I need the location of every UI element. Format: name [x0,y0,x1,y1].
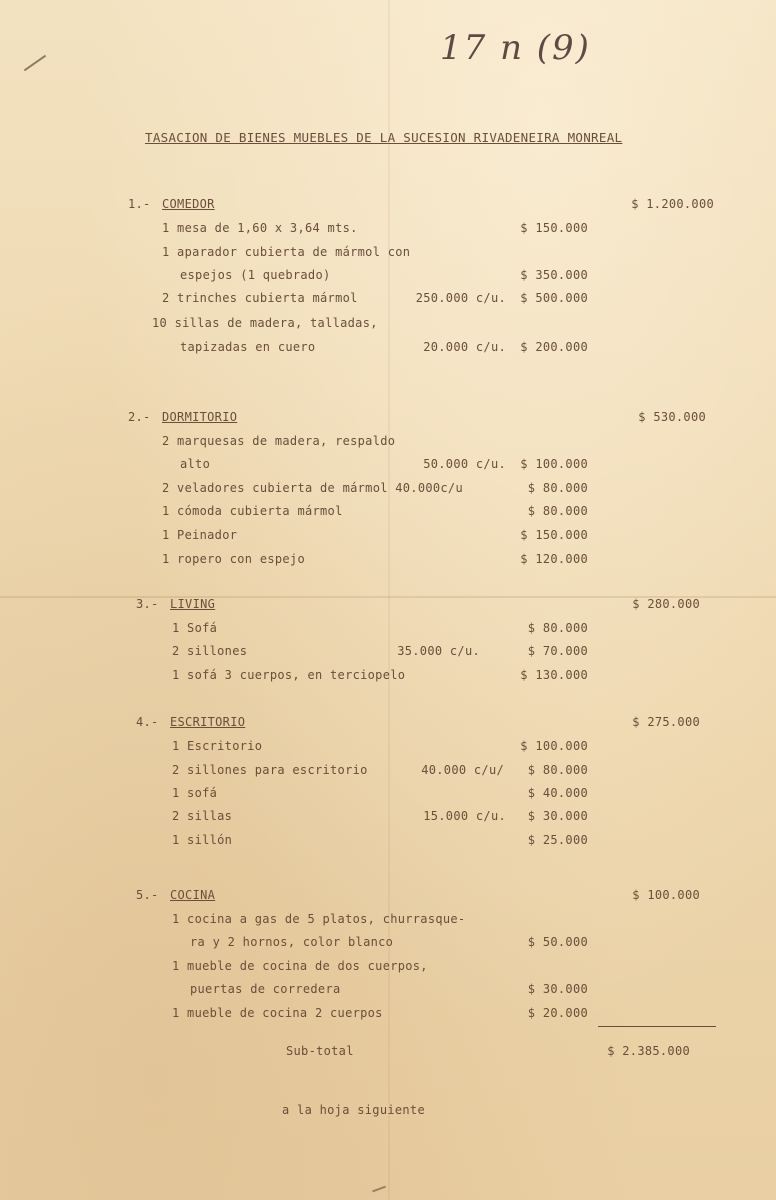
item-line: 2 sillones [172,644,248,658]
item-unit-price: 250.000 c/u. [415,291,506,305]
item-line: puertas de corredera [190,982,341,996]
subtotal-label: Sub-total [286,1044,354,1058]
item-line: 1 mueble de cocina 2 cuerpos [172,1006,383,1020]
section-heading-comedor: COMEDOR [162,197,215,211]
item-line: 2 veladores cubierta de mármol 40.000c/u [162,481,463,495]
section-heading-cocina: COCINA [170,888,216,902]
item-line: tapizadas en cuero [180,340,316,354]
section-total: $ 530.000 [638,410,706,424]
item-amount: $ 500.000 [520,291,588,305]
continued-note: a la hoja siguiente [282,1103,425,1117]
item-amount: $ 350.000 [520,268,588,282]
item-amount: $ 30.000 [527,982,588,996]
pen-mark [372,1186,386,1193]
item-line: 2 trinches cubierta mármol [162,291,358,305]
item-line: 2 marquesas de madera, respaldo [162,434,396,448]
item-amount: $ 25.000 [527,833,588,847]
section-heading-dormitorio: DORMITORIO [162,410,238,424]
item-amount: $ 100.000 [520,457,588,471]
section-total: $ 1.200.000 [631,197,714,211]
item-line: 1 sofá 3 cuerpos, en terciopelo [172,668,406,682]
item-amount: $ 150.000 [520,528,588,542]
item-line: 2 sillones para escritorio [172,763,368,777]
item-amount: $ 80.000 [527,504,588,518]
item-line: 10 sillas de madera, talladas, [152,316,378,330]
item-amount: $ 40.000 [527,786,588,800]
section-number: 4.- [136,715,159,729]
section-number: 1.- [128,197,151,211]
item-amount: $ 70.000 [527,644,588,658]
item-amount: $ 100.000 [520,739,588,753]
section-number: 5.- [136,888,159,902]
item-unit-price: 15.000 c/u. [423,809,506,823]
fold-crease-vertical [388,0,390,1200]
item-amount: $ 30.000 [527,809,588,823]
item-amount: $ 130.000 [520,668,588,682]
item-line: 1 cómoda cubierta mármol [162,504,343,518]
item-line: 1 Escritorio [172,739,263,753]
item-amount: $ 150.000 [520,221,588,235]
item-unit-price: 35.000 c/u. [397,644,480,658]
section-number: 3.- [136,597,159,611]
document-title: TASACION DE BIENES MUEBLES DE LA SUCESION RIVADENEIRA MONREAL [145,130,623,145]
section-total: $ 100.000 [632,888,700,902]
item-line: ra y 2 hornos, color blanco [190,935,394,949]
item-line: 1 sofá [172,786,218,800]
section-total: $ 280.000 [632,597,700,611]
item-amount: $ 20.000 [527,1006,588,1020]
item-line: 1 ropero con espejo [162,552,305,566]
item-line: espejos (1 quebrado) [180,268,331,282]
item-line: 1 Sofá [172,621,218,635]
item-line: alto [180,457,211,471]
item-amount: $ 80.000 [527,763,588,777]
subtotal-rule [598,1026,716,1027]
item-amount: $ 200.000 [520,340,588,354]
item-amount: $ 80.000 [527,481,588,495]
item-amount: $ 120.000 [520,552,588,566]
item-line: 1 sillón [172,833,233,847]
item-line: 1 aparador cubierta de mármol con [162,245,411,259]
subtotal-value: $ 2.385.000 [607,1044,690,1058]
section-total: $ 275.000 [632,715,700,729]
item-amount: $ 80.000 [527,621,588,635]
section-heading-escritorio: ESCRITORIO [170,715,246,729]
item-line: 1 mueble de cocina de dos cuerpos, [172,959,428,973]
item-unit-price: 20.000 c/u. [423,340,506,354]
item-line: 1 mesa de 1,60 x 3,64 mts. [162,221,358,235]
handwritten-reference: 17 n (9) [440,28,591,68]
item-unit-price: 50.000 c/u. [423,457,506,471]
section-heading-living: LIVING [170,597,216,611]
item-line: 1 Peinador [162,528,238,542]
item-amount: $ 50.000 [527,935,588,949]
item-line: 1 cocina a gas de 5 platos, churrasque- [172,912,466,926]
section-number: 2.- [128,410,151,424]
item-line: 2 sillas [172,809,233,823]
pen-mark [24,55,46,72]
item-unit-price: 40.000 c/u/ [421,763,504,777]
